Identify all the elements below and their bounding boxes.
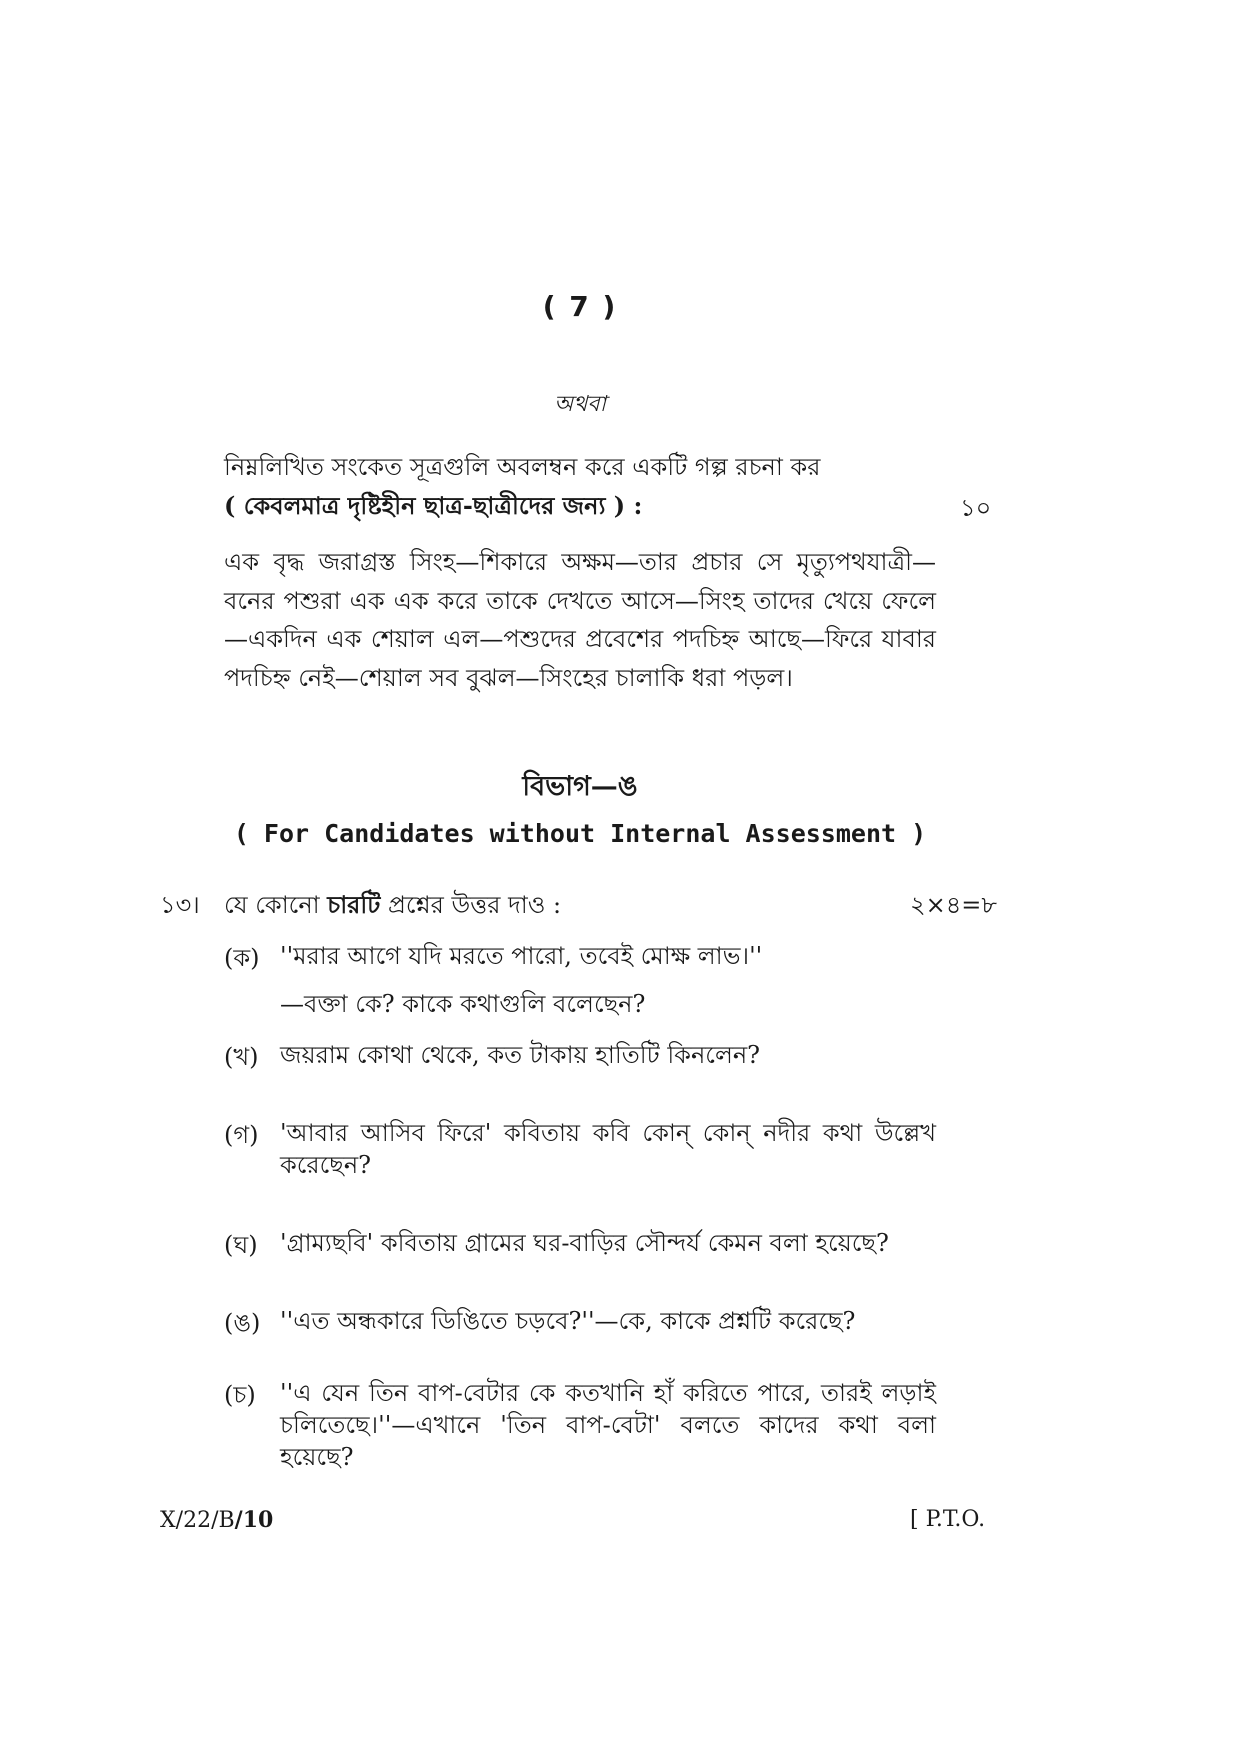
section-title: বিভাগ—ঙ <box>522 771 638 802</box>
option-text: জয়রাম কোথা থেকে, কত টাকায় হাতিটি কিনলেন? <box>280 1041 761 1069</box>
option-label: (ক) <box>224 944 260 972</box>
instruction-bold: চারটি <box>327 890 381 919</box>
question-instruction <box>224 887 561 927</box>
instruction-part-1: যে কোনো <box>224 891 320 919</box>
prompt-marks: ১০ <box>960 494 992 522</box>
option-label: (চ) <box>224 1381 256 1409</box>
option-text: 'গ্রাম্যছবি' কবিতায় গ্রামের ঘর-বাড়ির সৌন্দর্য কেমন বলা হয়েছে? <box>280 1229 889 1257</box>
option-text: ''মরার আগে যদি মরতে পারো, তবেই মোক্ষ লাভ।'' <box>280 942 763 970</box>
question-marks: ২×৪=৮ <box>910 891 997 919</box>
paper-code-prefix: X/22/B <box>160 1508 235 1533</box>
option-text: 'আবার আসিব ফিরে' কবিতায় কবি কোন্ কোন্ নদীর কথা উল্লেখ করেছেন? <box>280 1119 936 1179</box>
paper-code-suffix: /10 <box>234 1507 274 1533</box>
prompt-line: নিম্নলিখিত সংকেত সূত্রগুলি অবলম্বন করে একটি গল্প রচনা কর <box>224 453 821 481</box>
option-label: (গ) <box>224 1121 259 1149</box>
section-subtitle: ( For Candidates without Internal Assessment ) <box>233 819 927 848</box>
option-subtext: —বক্তা কে? কাকে কথাগুলি বলেছেন? <box>280 990 646 1018</box>
option-label: (ঘ) <box>224 1231 258 1259</box>
question-number: ১৩। <box>160 891 200 919</box>
prompt-condition: ( কেবলমাত্র দৃষ্টিহীন ছাত্র-ছাত্রীদের জন্য ) : <box>224 491 643 520</box>
option-label: (ঙ) <box>224 1309 261 1337</box>
option-text: ''এত অন্ধকারে ডিঙিতে চড়বে?''—কে, কাকে প্রশ্নটি করেছে? <box>280 1307 856 1335</box>
story-cues: এক বৃদ্ধ জরাগ্রস্ত সিংহ—শিকারে অক্ষম—তার প্রচার সে মৃত্যুপথযাত্রী—বনের পশুরা এক এক করে তাকে দেখতে আসে—সিংহ তাদের খেয়ে ফেলে—একদিন এক শেয়াল এল—পশুদের প্রবেশের পদচিহ্ন আছে—ফিরে যাবার পদচিহ্ন নেই—শেয়াল সব বুঝল—সিংহের চালাকি ধরা পড়ল। <box>224 548 936 692</box>
or-label: অথবা <box>554 392 606 417</box>
instruction-part-2: প্রশ্নের উত্তর দাও : <box>387 891 562 919</box>
paper-code <box>160 1507 273 1533</box>
option-label: (খ) <box>224 1043 259 1071</box>
page-number: ( 7 ) <box>542 290 618 323</box>
option-text: ''এ যেন তিন বাপ-বেটার কে কতখানি হাঁ করিতে পারে, তারই লড়াই চলিতেছে।''—এখানে 'তিন বাপ-বেটা' বলতে কাদের কথা বলা হয়েছে? <box>280 1379 936 1471</box>
pto-label: [ P.T.O. <box>910 1507 986 1532</box>
